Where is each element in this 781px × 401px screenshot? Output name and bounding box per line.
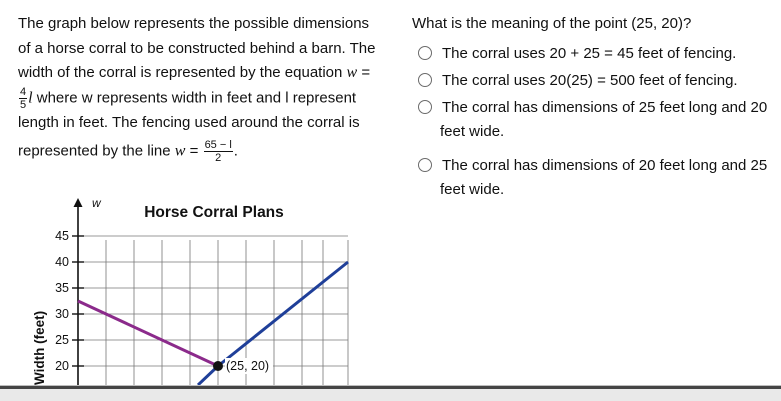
problem-line-6-text: represented by the line (18, 142, 171, 160)
point-label: (25, 20) (226, 359, 270, 373)
bottom-bar-edge (0, 386, 781, 389)
width-variable-2: w (174, 142, 186, 160)
y-axis-arrow-icon (74, 198, 83, 207)
y-tick-label: 25 (55, 333, 69, 347)
horse-corral-graph (18, 190, 363, 385)
answer-option-3-line-1: The corral has dimensions of 25 feet long and 20 (442, 99, 768, 116)
answer-option-1[interactable] (412, 42, 774, 66)
radio-button-3[interactable] (418, 100, 432, 114)
fraction-denominator-2: 2 (215, 152, 222, 164)
question-panel (412, 12, 774, 205)
answer-option-4-text (442, 154, 767, 202)
fencing-length-line-purple (78, 301, 218, 366)
period: . (233, 142, 238, 160)
y-axis-variable: w (92, 196, 101, 210)
answer-option-3[interactable] (412, 96, 774, 144)
problem-line-1: The graph below represents the possible dimensions (18, 15, 370, 32)
answer-option-4[interactable] (412, 154, 774, 202)
fraction-denominator: 5 (20, 98, 27, 111)
answer-option-2[interactable] (412, 69, 774, 93)
bottom-bar (0, 385, 781, 401)
radio-button-2[interactable] (418, 73, 432, 87)
graph-title: Horse Corral Plans (144, 204, 284, 221)
answer-option-4-line-1: The corral has dimensions of 20 feet long and 25 (442, 157, 768, 174)
length-variable: l (28, 88, 33, 106)
problem-line-4 (18, 86, 390, 111)
answer-option-4-line-2: feet wide. (440, 181, 505, 198)
intersection-point (213, 361, 223, 371)
y-tick-label: 30 (55, 307, 69, 321)
y-tick-label: 45 (55, 229, 69, 243)
problem-line-2: of a horse corral to be constructed behind a barn. The (18, 39, 376, 57)
answer-option-1-text: The corral uses 20 + 25 = 45 feet of fencing. (442, 45, 737, 62)
problem-line-3 (18, 61, 390, 86)
question-text: What is the meaning of the point (25, 20)? (412, 15, 692, 32)
y-tick-label: 40 (55, 255, 69, 269)
radio-button-4[interactable] (418, 158, 432, 172)
problem-statement (18, 12, 390, 164)
y-axis-label: Width (feet) (32, 310, 47, 385)
y-tick-label: 20 (55, 359, 69, 373)
radio-button-1[interactable] (418, 46, 432, 60)
problem-line-4-text: where w represents width in feet and l represent (36, 88, 357, 106)
problem-line-5: length in feet. The fencing used around the corral is (18, 113, 360, 131)
fraction-fencing (204, 139, 233, 164)
problem-line-3-text: width of the corral is represented by the equation (18, 64, 343, 81)
fraction-numerator: 4 (20, 85, 27, 98)
problem-line-6 (18, 139, 390, 164)
y-tick-label: 35 (55, 281, 69, 295)
equals-sign-2: = (189, 142, 199, 160)
width-variable: w (346, 64, 358, 81)
fraction-numerator-2: 65 − l (204, 139, 232, 151)
answer-option-3-line-2: feet wide. (440, 123, 505, 140)
answer-option-3-text (442, 96, 767, 144)
equals-sign: = (361, 64, 371, 81)
fraction-four-fifths (19, 86, 27, 111)
answer-option-2-text: The corral uses 20(25) = 500 feet of fencing. (442, 72, 738, 89)
